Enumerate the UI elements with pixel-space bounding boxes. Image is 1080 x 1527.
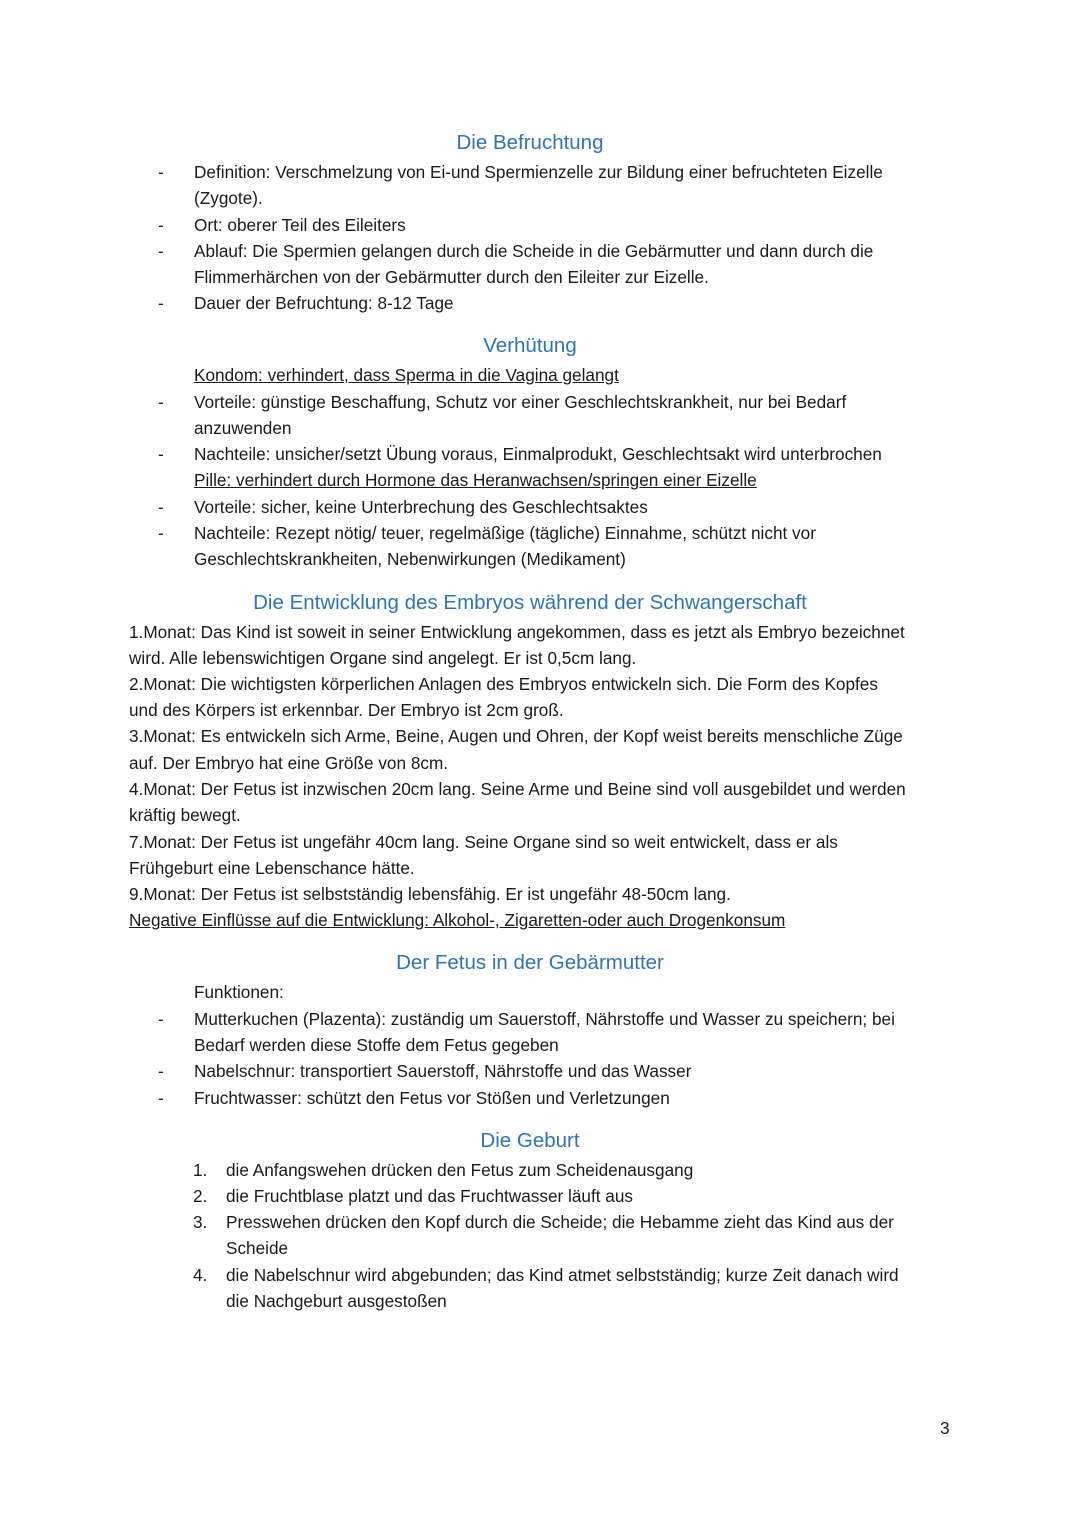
entwicklung-line-2: wird. Alle lebenswichtigen Organe sind angelegt. Er ist 0,5cm lang.: [129, 648, 637, 668]
page-number: 3: [940, 1418, 950, 1438]
bullet-dash: -: [158, 392, 164, 412]
entwicklung-line-3: 2.Monat: Die wichtigsten körperlichen Anlagen des Embryos entwickeln sich. Die Form des Kopfes: [129, 674, 878, 694]
bullet-dash: -: [158, 241, 164, 261]
kondom-heading: Kondom: verhindert, dass Sperma in die Vagina gelangt: [194, 365, 619, 385]
befruchtung-ablauf-line-1: Ablauf: Die Spermien gelangen durch die Scheide in die Gebärmutter und dann durch die: [194, 241, 874, 261]
entwicklung-line-11: 9.Monat: Der Fetus ist selbstständig lebensfähig. Er ist ungefähr 48-50cm lang.: [129, 884, 731, 904]
befruchtung-dauer-line: Dauer der Befruchtung: 8-12 Tage: [194, 293, 454, 313]
fetus-mutterkuchen-line-1: Mutterkuchen (Plazenta): zuständig um Sauerstoff, Nährstoffe und Wasser zu speichern; bei: [194, 1009, 895, 1029]
befruchtung-definition-line-2: (Zygote).: [194, 188, 263, 208]
bullet-dash: -: [158, 497, 164, 517]
entwicklung-line-4: und des Körpers ist erkennbar. Der Embryo ist 2cm groß.: [129, 700, 564, 720]
geburt-step-4-line-1: die Nabelschnur wird abgebunden; das Kind atmet selbstständig; kurze Zeit danach wird: [226, 1265, 899, 1285]
bullet-dash: -: [158, 1061, 164, 1081]
kondom-vorteile-line-1: Vorteile: günstige Beschaffung, Schutz vor einer Geschlechtskrankheit, nur bei Bedarf: [194, 392, 847, 412]
geburt-step-3-line-2: Scheide: [226, 1238, 289, 1258]
entwicklung-line-10: Frühgeburt eine Lebenschance hätte.: [129, 858, 415, 878]
fetus-mutterkuchen-line-2: Bedarf werden diese Stoffe dem Fetus gegeben: [194, 1035, 559, 1055]
fetus-nabelschnur-line: Nabelschnur: transportiert Sauerstoff, Nährstoffe und das Wasser: [194, 1061, 692, 1081]
geburt-step-1-line: die Anfangswehen drücken den Fetus zum Scheidenausgang: [226, 1160, 694, 1180]
geburt-step-3-line-1: Presswehen drücken den Kopf durch die Scheide; die Hebamme zieht das Kind aus der: [226, 1212, 894, 1232]
pille-vorteile-line: Vorteile: sicher, keine Unterbrechung des Geschlechtsaktes: [194, 497, 648, 517]
entwicklung-line-7: 4.Monat: Der Fetus ist inzwischen 20cm lang. Seine Arme und Beine sind voll ausgebildet und werden: [129, 779, 906, 799]
kondom-nachteile-line: Nachteile: unsicher/setzt Übung voraus, Einmalprodukt, Geschlechtsakt wird unterbrochen: [194, 444, 882, 464]
pille-heading: Pille: verhindert durch Hormone das Heranwachsen/springen einer Eizelle: [194, 470, 757, 490]
entwicklung-line-5: 3.Monat: Es entwickeln sich Arme, Beine, Augen und Ohren, der Kopf weist bereits menschliche Züge: [129, 726, 903, 746]
step-number: 3.: [193, 1212, 208, 1232]
bullet-dash: -: [158, 1009, 164, 1029]
step-number: 4.: [193, 1265, 208, 1285]
fetus-intro: Funktionen:: [194, 982, 284, 1002]
section-title-geburt: Die Geburt: [480, 1129, 580, 1152]
section-title-fetus: Der Fetus in der Gebärmutter: [396, 951, 664, 974]
bullet-dash: -: [158, 1088, 164, 1108]
entwicklung-line-8: kräftig bewegt.: [129, 805, 241, 825]
entwicklung-line-6: auf. Der Embryo hat eine Größe von 8cm.: [129, 753, 449, 773]
step-number: 2.: [193, 1186, 208, 1206]
befruchtung-ablauf-line-2: Flimmerhärchen von der Gebärmutter durch den Eileiter zur Eizelle.: [194, 267, 709, 287]
geburt-step-2-line: die Fruchtblase platzt und das Fruchtwasser läuft aus: [226, 1186, 633, 1206]
pille-nachteile-line-1: Nachteile: Rezept nötig/ teuer, regelmäßige (tägliche) Einnahme, schützt nicht vor: [194, 523, 816, 543]
section-title-entwicklung: Die Entwicklung des Embryos während der Schwangerschaft: [253, 591, 807, 614]
befruchtung-definition-line-1: Definition: Verschmelzung von Ei-und Spermienzelle zur Bildung einer befruchteten Eizelle: [194, 162, 883, 182]
bullet-dash: -: [158, 523, 164, 543]
entwicklung-line-1: 1.Monat: Das Kind ist soweit in seiner Entwicklung angekommen, dass es jetzt als Embryo bezeichnet: [129, 622, 905, 642]
geburt-step-4-line-2: die Nachgeburt ausgestoßen: [226, 1291, 447, 1311]
section-title-befruchtung: Die Befruchtung: [456, 131, 604, 154]
bullet-dash: -: [158, 293, 164, 313]
pille-nachteile-line-2: Geschlechtskrankheiten, Nebenwirkungen (Medikament): [194, 549, 626, 569]
bullet-dash: -: [158, 444, 164, 464]
step-number: 1.: [193, 1160, 208, 1180]
befruchtung-ort-line: Ort: oberer Teil des Eileiters: [194, 215, 406, 235]
fetus-fruchtwasser-line: Fruchtwasser: schützt den Fetus vor Stößen und Verletzungen: [194, 1088, 670, 1108]
bullet-dash: -: [158, 162, 164, 182]
entwicklung-line-9: 7.Monat: Der Fetus ist ungefähr 40cm lang. Seine Organe sind so weit entwickelt, dass er als: [129, 832, 838, 852]
bullet-dash: -: [158, 215, 164, 235]
kondom-vorteile-line-2: anzuwenden: [194, 418, 292, 438]
entwicklung-negative-einfluesse: Negative Einflüsse auf die Entwicklung: Alkohol-, Zigaretten-oder auch Drogenkonsum: [129, 910, 786, 930]
section-title-verhuetung: Verhütung: [483, 334, 577, 357]
